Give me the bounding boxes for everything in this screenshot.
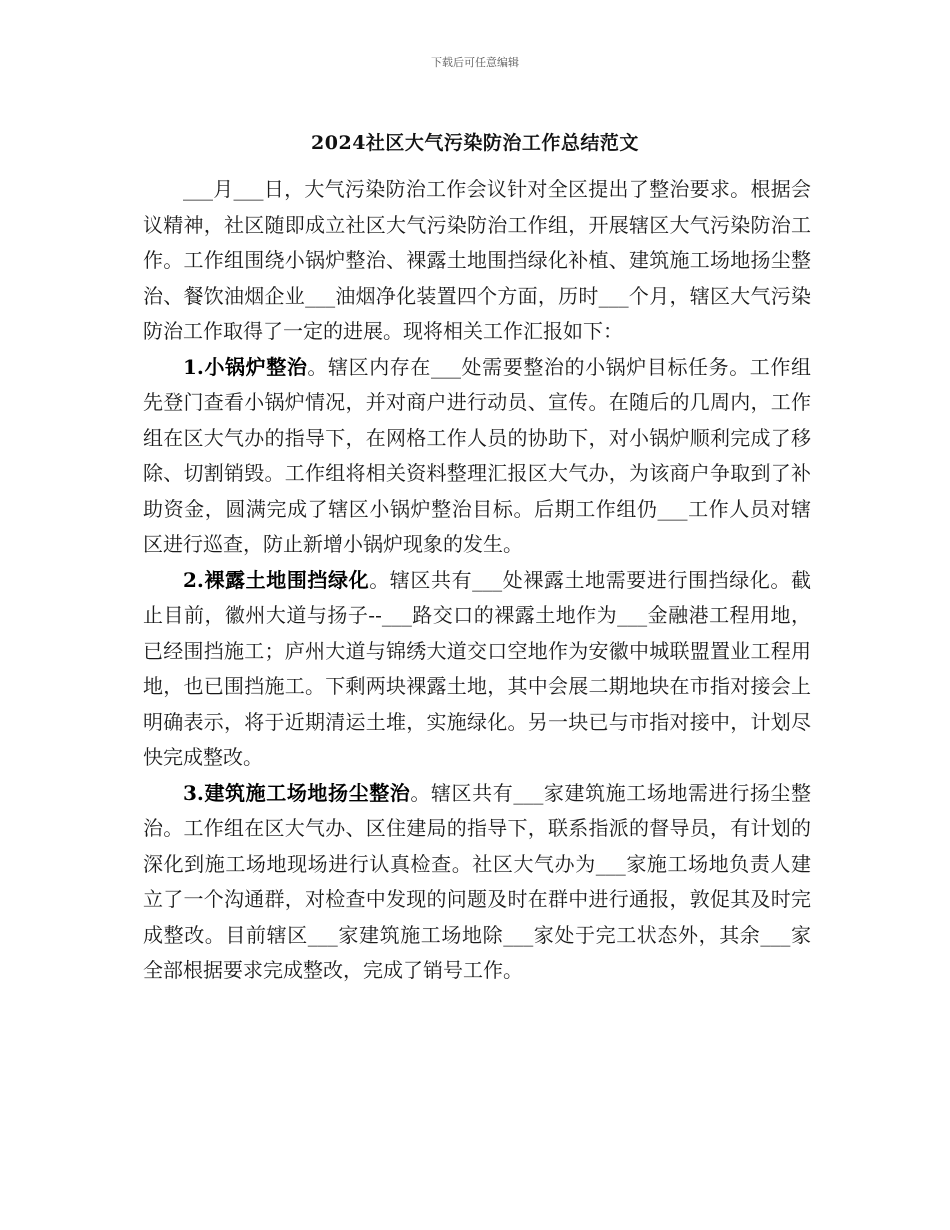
section-heading-3: 3.建筑施工场地扬尘整治 bbox=[183, 780, 411, 805]
section-text-3: 。辖区共有___家建筑施工场地需进行扬尘整治。工作组在区大气办、区住建局的指导下，联系指派的督导员，有计划的深化到施工场地现场进行认真检查。社区大气办为___家施工场地负责人建立了一个沟通群，对检查中发现的问题及时在群中进行通报，敦促其及时完成整改。目前辖区___家建筑施工场地除___家处于完工状态外，其余___家全部根据要求完成整改，完成了销号工作。 bbox=[143, 780, 811, 982]
section-paragraph-3 bbox=[143, 776, 811, 989]
section-heading-2: 2.裸露土地围挡绿化 bbox=[183, 567, 370, 592]
document-body bbox=[143, 172, 811, 989]
document-title: 2024社区大气污染防治工作总结范文 bbox=[311, 132, 639, 154]
section-text-2: 。辖区共有___处裸露土地需要进行围挡绿化。截止目前，徽州大道与扬子--___路交口的裸露土地作为___金融港工程用地，已经围挡施工；庐州大道与锦绣大道交口空地作为安徽中城联盟置业工程用地，也已围挡施工。下剩两块裸露土地，其中会展二期地块在市指对接会上明确表示，将于近期清运土堆，实施绿化。另一块已与市指对接中，计划尽快完成整改。 bbox=[143, 567, 812, 769]
intro-paragraph: ___月___日，大气污染防治工作会议针对全区提出了整治要求。根据会议精神，社区随即成立社区大气污染防治工作组，开展辖区大气污染防治工作。工作组围绕小锅炉整治、裸露土地围挡绿化补植、建筑施工场地扬尘整治、餐饮油烟企业___油烟净化装置四个方面，历时___个月，辖区大气污染防治工作取得了一定的进展。现将相关工作汇报如下： bbox=[143, 177, 811, 343]
section-text-1: 。辖区内存在___处需要整治的小锅炉目标任务。工作组先登门查看小锅炉情况，并对商户进行动员、宣传。在随后的几周内，工作组在区大气办的指导下，在网格工作人员的协助下，对小锅炉顺利完成了移除、切割销毁。工作组将相关资料整理汇报区大气办，为该商户争取到了补助资金，圆满完成了辖区小锅炉整治目标。后期工作组仍___工作人员对辖区进行巡查，防止新增小锅炉现象的发生。 bbox=[143, 354, 811, 556]
header-note: 下载后可任意编辑 bbox=[431, 56, 519, 69]
section-paragraph-1 bbox=[143, 350, 811, 563]
section-heading-1: 1.小锅炉整治 bbox=[183, 354, 308, 379]
section-paragraph-2 bbox=[143, 563, 811, 776]
